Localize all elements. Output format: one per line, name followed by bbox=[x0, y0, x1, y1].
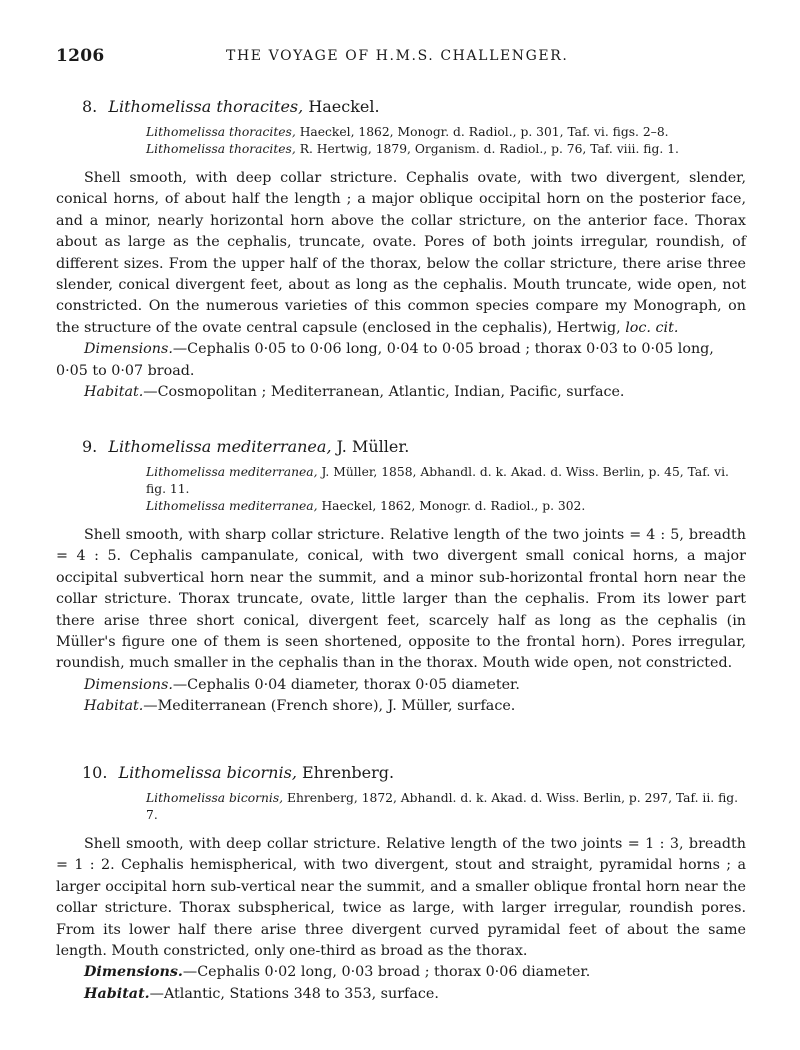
dimensions-label: Dimensions. bbox=[84, 341, 173, 358]
habitat-label: Habitat. bbox=[84, 698, 144, 715]
habitat-line bbox=[56, 382, 746, 403]
page-number: 1206 bbox=[56, 46, 105, 66]
page-header bbox=[56, 46, 746, 70]
reference: Lithomelissa bicornis, Ehrenberg, 1872, Abhandl. d. k. Akad. d. Wiss. Berlin, p. 297, Taf. ii. fig. 7. bbox=[146, 791, 739, 822]
references bbox=[146, 790, 746, 824]
references bbox=[146, 124, 746, 158]
species-number: 10. bbox=[82, 763, 108, 782]
species-description bbox=[56, 834, 746, 1005]
dimensions-label: Dimensions. bbox=[84, 964, 183, 981]
dimensions-text: —Cephalis 0·02 long, 0·03 broad ; thorax 0·06 diameter. bbox=[182, 964, 591, 981]
species-heading bbox=[82, 436, 746, 458]
habitat-line bbox=[56, 696, 746, 717]
species-name: Lithomelissa bicornis, bbox=[118, 763, 297, 782]
habitat-text: —Mediterranean (French shore), J. Müller, surface. bbox=[143, 698, 516, 715]
species-heading bbox=[82, 762, 746, 784]
species-author: J. Müller. bbox=[336, 437, 410, 456]
reference: Lithomelissa mediterranea, J. Müller, 1858, Abhandl. d. k. Akad. d. Wiss. Berlin, p. 45, Taf. vi. fig. 11. bbox=[146, 465, 729, 496]
species-number: 9. bbox=[82, 437, 98, 456]
reference: Lithomelissa thoracites, Haeckel, 1862, Monogr. d. Radiol., p. 301, Taf. vi. figs. 2–8. bbox=[146, 125, 669, 139]
species-entry-9 bbox=[56, 436, 746, 718]
dimensions-label: Dimensions. bbox=[84, 676, 173, 693]
species-entry-8 bbox=[56, 96, 746, 403]
citation: loc. cit. bbox=[625, 319, 679, 336]
dimensions-text: —Cephalis 0·04 diameter, thorax 0·05 diameter. bbox=[172, 676, 520, 693]
habitat-label: Habitat. bbox=[84, 985, 150, 1002]
description-text: Shell smooth, with deep collar stricture. Relative length of the two joints = 1 : 3, breadth = 1 : 2. Cephalis hemispherical, with two divergent, stout and straight, pyramidal horns ; a larger occipital horn sub-vertical near the summit, and a smaller oblique frontal horn near the collar stricture. Thorax subspherical, twice as large, with larger irregular, roundish pores. From its lower half there arise three divergent curved pyramidal feet of about the same length. Mouth constricted, only one-third as broad as the thorax. bbox=[56, 836, 746, 960]
references bbox=[146, 464, 746, 515]
species-name: Lithomelissa mediterranea, bbox=[108, 437, 332, 456]
species-name: Lithomelissa thoracites, bbox=[108, 97, 304, 116]
reference: Lithomelissa mediterranea, Haeckel, 1862, Monogr. d. Radiol., p. 302. bbox=[146, 499, 586, 513]
species-description bbox=[56, 168, 746, 403]
dimensions-line bbox=[56, 339, 746, 382]
description-text: Shell smooth, with sharp collar stricture. Relative length of the two joints = 4 : 5, breadth = 4 : 5. Cephalis campanulate, conical, with two divergent small conical horns, a major occipital subvertical horn near the summit, and a minor sub-horizontal frontal horn near the collar stricture. Thorax truncate, ovate, little larger than the cephalis. From its lower part there arise three short conical, divergent feet, scarcely half as long as the cephalis (in Müller's figure one of them is seen shortened, opposite to the frontal horn). Pores irregular, roundish, much smaller in the cephalis than in the thorax. Mouth wide open, not constricted. bbox=[56, 527, 746, 672]
species-author: Haeckel. bbox=[308, 97, 380, 116]
dimensions-text: —Cephalis 0·05 to 0·06 long, 0·04 to 0·05 broad ; thorax 0·03 to 0·05 long, 0·05 to 0·07 broad. bbox=[56, 341, 714, 379]
species-author: Ehrenberg. bbox=[302, 763, 395, 782]
dimensions-line bbox=[56, 962, 746, 983]
species-entry-10 bbox=[56, 762, 746, 1005]
species-heading bbox=[82, 96, 746, 118]
reference: Lithomelissa thoracites, R. Hertwig, 1879, Organism. d. Radiol., p. 76, Taf. viii. fig. 1. bbox=[146, 142, 679, 156]
running-title: THE VOYAGE OF H.M.S. CHALLENGER. bbox=[226, 48, 569, 64]
species-number: 8. bbox=[82, 97, 98, 116]
habitat-line bbox=[56, 984, 746, 1005]
habitat-label: Habitat. bbox=[84, 384, 144, 401]
habitat-text: —Cosmopolitan ; Mediterranean, Atlantic, Indian, Pacific, surface. bbox=[143, 384, 625, 401]
habitat-text: —Atlantic, Stations 348 to 353, surface. bbox=[149, 985, 439, 1002]
description-text: Shell smooth, with deep collar stricture. Cephalis ovate, with two divergent, slender, conical horns, of about half the length ; a major oblique occipital horn on the posterior face, and a minor, nearly horizontal horn above the collar stricture, on the anterior face. Thorax about as large as the cephalis, truncate, ovate. Pores of both joints irregular, roundish, of different sizes. From the upper half of the thorax, below the collar stricture, there arise three slender, conical divergent feet, about as long as the cephalis. Mouth truncate, wide open, not constricted. On the numerous varieties of this common species compare my Monograph, on the structure of the ovate central capsule (enclosed in the cephalis), Hertwig, bbox=[56, 170, 746, 336]
dimensions-line bbox=[56, 675, 746, 696]
species-description bbox=[56, 525, 746, 718]
